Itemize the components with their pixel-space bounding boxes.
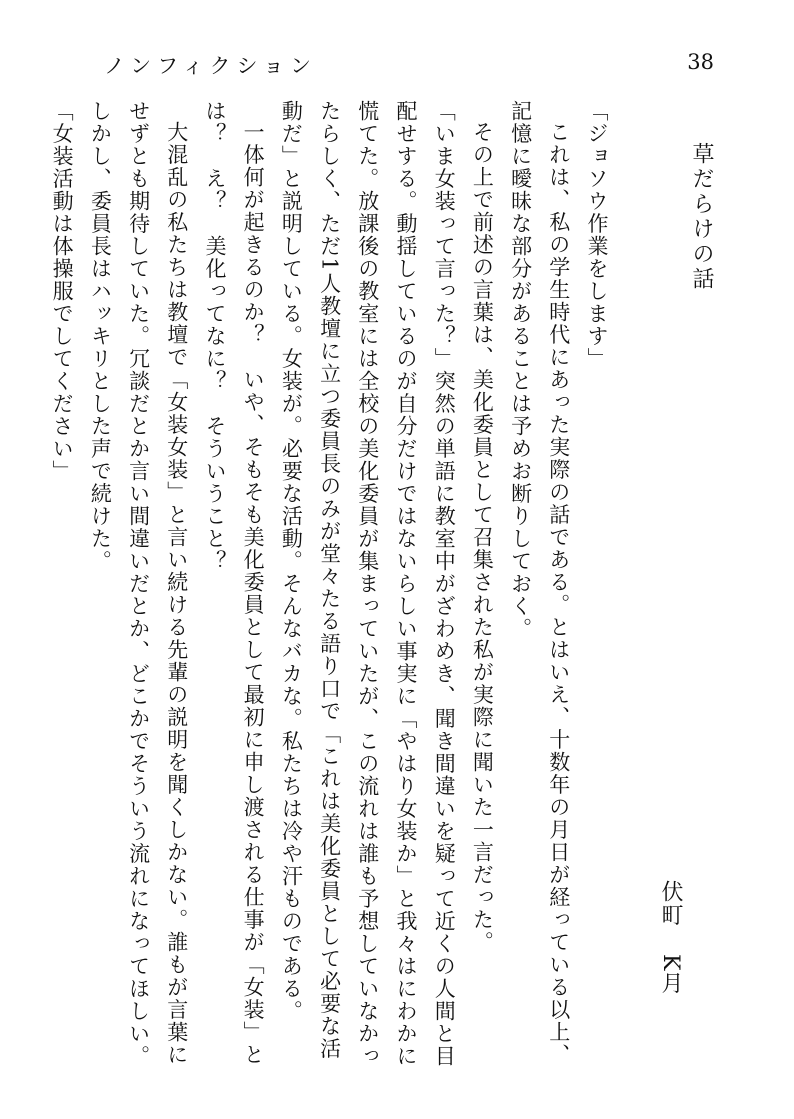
body-line: その上で前述の言葉は、美化委員として召集された私が実際に聞いた一言だった。: [470, 121, 495, 954]
body-line: 一体何が起きるのか？ いや、そもそも美化委員として最初に申し渡される仕事が「女装」と: [241, 121, 266, 1066]
body-line: 動だ」と説明している。女装が。必要な活動。そんなバカな。私たちは冷や汗ものである。: [279, 100, 304, 1023]
running-head: ノンフィクション: [104, 54, 318, 78]
author-given-name: K月: [658, 954, 683, 996]
story-title: 草だらけの話: [689, 142, 714, 292]
body-line: しかし、委員長はハッキリとした声で続けた。: [88, 100, 113, 573]
body-line: せずとも期待していた。冗談だとか言い間違いだとか、どこかでそういう流れになってほしい。: [126, 100, 151, 1068]
body-line: 大混乱の私たちは教壇で「女装女装」と言い続ける先輩の説明を聞くしかない。誰もが言葉に: [164, 121, 189, 1066]
page-number: 38: [687, 50, 714, 74]
body-line: たらしく、ただ1人教壇に立つ委員長のみが堂々たる語り口で「これは美化委員として必要な活: [317, 100, 342, 1060]
body-line: 「ジョソウ作業をします」: [585, 100, 609, 370]
body-text: [50, 100, 616, 1068]
author-byline: [652, 880, 688, 995]
body-line: 慌てた。放課後の教室には全校の美化委員が集まっていたが、この流れは誰も予想していなかっ: [355, 100, 380, 1068]
body-line: 配せする。動揺しているのが自分だけではないらしい事実に「やはり女装か」と我々はにわかに: [393, 100, 418, 1068]
body-line: は？ え？ 美化ってなに？ そういうこと？: [202, 100, 227, 573]
body-line: これは、私の学生時代にあった実際の話である。とはいえ、十数年の月日が経っている以上、: [546, 121, 571, 1066]
body-line: 記憶に曖昧な部分があることは予めお断りしておく。: [508, 100, 533, 640]
author-surname: 伏町: [658, 880, 683, 927]
body-line: 「女装活動は体操服でしてください」: [50, 100, 75, 483]
body-line: 「いま女装って言った？」突然の単語に教室中がざわめき、聞き間違いを疑って近くの人間と目: [432, 100, 457, 1068]
